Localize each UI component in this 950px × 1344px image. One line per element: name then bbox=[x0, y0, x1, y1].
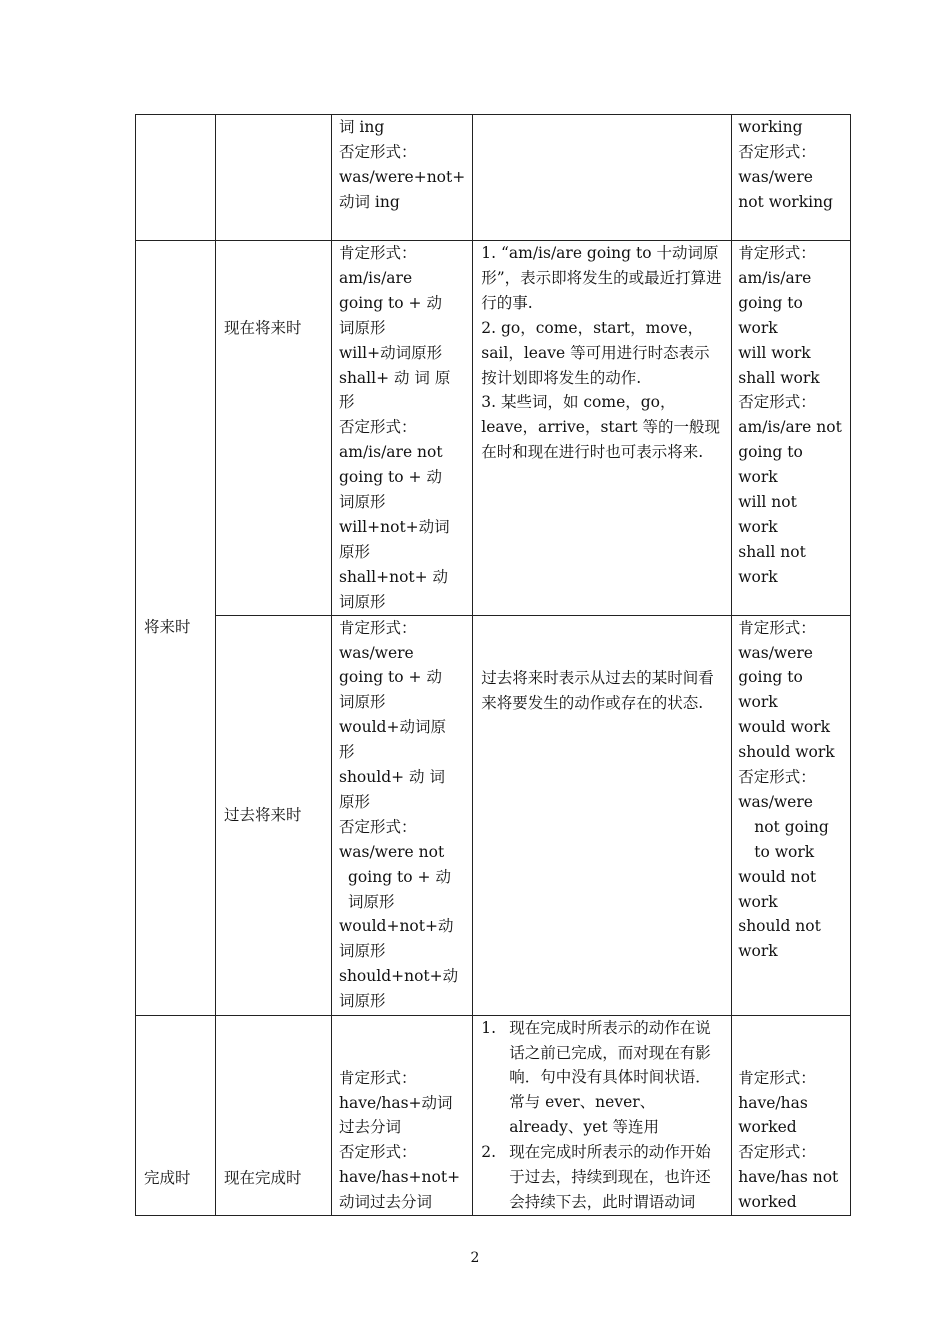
example-line: not working bbox=[738, 192, 833, 211]
table-row bbox=[136, 115, 851, 241]
usage-item: 过去将来时表示从过去的某时间看来将要发生的动作或存在的状态. bbox=[481, 668, 714, 712]
form-line: would+not+动 bbox=[339, 917, 454, 936]
example-line: am/is/are bbox=[738, 268, 812, 287]
usage-number: 1. bbox=[481, 1018, 497, 1037]
form-line: 词原形 bbox=[339, 992, 386, 1011]
tense-cell: 过去将来时 bbox=[216, 615, 332, 1015]
form-line: have/has+动词 bbox=[339, 1093, 453, 1112]
form-line: going to + 动 bbox=[339, 293, 442, 312]
form-line: would+动词原 bbox=[339, 718, 446, 737]
table-row bbox=[136, 241, 851, 616]
example-line: worked bbox=[738, 1193, 797, 1212]
usage-item: 3. 某些词，如 come，go，leave，arrive，start 等的一般现在时和现在进行时也可表示将来. bbox=[481, 393, 720, 462]
form-line: am/is/are bbox=[339, 268, 413, 287]
usage-cell bbox=[473, 615, 732, 1015]
form-line: will+动词原形 bbox=[339, 343, 443, 362]
form-line: 肯定形式： bbox=[339, 244, 417, 262]
example-line: work bbox=[738, 892, 778, 911]
form-line: 否定形式： bbox=[339, 142, 417, 161]
example-line: work bbox=[738, 468, 778, 487]
example-line: work bbox=[738, 942, 778, 961]
form-line: will+not+动词 bbox=[339, 517, 450, 536]
category-cell: 将来时 bbox=[136, 241, 216, 1016]
tense-cell: 现在将来时 bbox=[216, 241, 332, 616]
usage-item: 1. “am/is/are going to 十动词原形”，表示即将发生的或最近打算进行的事. bbox=[481, 244, 722, 312]
example-line: going to bbox=[738, 443, 803, 462]
example-line: 否定形式： bbox=[738, 1143, 816, 1162]
form-line: 原形 bbox=[339, 792, 371, 811]
form-line: was/were bbox=[339, 643, 414, 662]
example-line: work bbox=[738, 693, 778, 712]
example-line: shall not bbox=[738, 542, 806, 561]
form-line: 动词 ing bbox=[339, 192, 400, 211]
example-line: work bbox=[738, 318, 778, 337]
form-line: 词原形 bbox=[348, 892, 395, 911]
form-line: 原形 bbox=[339, 542, 371, 561]
example-line: will not bbox=[738, 493, 797, 512]
category-cell: 完成时 bbox=[136, 1015, 216, 1215]
form-line: 肯定形式： bbox=[339, 618, 417, 637]
example-line: would not bbox=[738, 867, 817, 886]
example-line: to work bbox=[754, 842, 815, 861]
form-cell bbox=[332, 1015, 473, 1215]
example-line: have/has bbox=[738, 1093, 808, 1112]
table-row bbox=[136, 1015, 851, 1215]
example-line: going to bbox=[738, 668, 803, 687]
example-line: work bbox=[738, 517, 778, 536]
usage-number: 2. bbox=[481, 1143, 497, 1162]
form-cell bbox=[332, 115, 473, 241]
example-line: shall work bbox=[738, 368, 820, 387]
form-line: 过去分词 bbox=[339, 1118, 402, 1137]
form-line: 词原形 bbox=[339, 942, 386, 961]
category-cell bbox=[136, 115, 216, 241]
form-line: going to + 动 bbox=[348, 867, 451, 886]
example-line: work bbox=[738, 567, 778, 586]
form-line: 动词过去分词 bbox=[339, 1193, 433, 1212]
usage-item bbox=[481, 1140, 723, 1215]
form-line: 否定形式： bbox=[339, 418, 417, 437]
example-line: have/has not bbox=[738, 1168, 839, 1187]
tense-cell bbox=[216, 115, 332, 241]
tense-cell: 现在完成时 bbox=[216, 1015, 332, 1215]
example-line: 肯定形式： bbox=[738, 244, 816, 262]
form-line: have/has+not+ bbox=[339, 1168, 461, 1187]
usage-text: 现在完成时所表示的动作开始于过去，持续到现在，也许还会持续下去，此时谓语动词 bbox=[509, 1143, 711, 1211]
form-cell bbox=[332, 241, 473, 616]
usage-cell bbox=[473, 115, 732, 241]
example-line: was/were bbox=[738, 643, 813, 662]
form-line: was/were not bbox=[339, 842, 445, 861]
example-line: was/were bbox=[738, 167, 813, 186]
example-line: am/is/are not bbox=[738, 418, 842, 437]
table-row bbox=[136, 615, 851, 1015]
form-line: was/were+not+ bbox=[339, 167, 466, 186]
form-line: 否定形式： bbox=[339, 817, 417, 836]
form-line: 词原形 bbox=[339, 493, 386, 512]
usage-text: 现在完成时所表示的动作在说话之前已完成，而对现在有影响．句中没有具体时间状语．常与 ever、never、already、yet 等连用 bbox=[509, 1018, 711, 1137]
form-line: 否定形式： bbox=[339, 1143, 417, 1162]
example-cell bbox=[732, 115, 851, 241]
form-line: going to + 动 bbox=[339, 668, 442, 687]
form-line: going to + 动 bbox=[339, 468, 442, 487]
usage-item bbox=[481, 1016, 723, 1141]
example-cell bbox=[732, 241, 851, 616]
form-line: am/is/are not bbox=[339, 443, 443, 462]
form-line: 形 bbox=[339, 393, 355, 412]
example-line: working bbox=[738, 118, 803, 136]
example-line: not going bbox=[754, 817, 829, 836]
example-line: was/were bbox=[738, 792, 813, 811]
form-line: 词原形 bbox=[339, 592, 386, 611]
tense-table bbox=[135, 114, 851, 1216]
example-line: 肯定形式： bbox=[738, 1068, 816, 1087]
example-line: 否定形式： bbox=[738, 768, 816, 787]
form-line: 词 ing bbox=[339, 118, 385, 136]
usage-cell bbox=[473, 1015, 732, 1215]
example-line: would work bbox=[738, 718, 831, 737]
example-cell bbox=[732, 1015, 851, 1215]
usage-item: 2. go，come，start，move，sail，leave 等可用进行时态表示按计划即将发生的动作. bbox=[481, 318, 710, 387]
form-line: 词原形 bbox=[339, 693, 386, 712]
form-line: shall+ 动 词 原 bbox=[339, 368, 451, 387]
example-line: worked bbox=[738, 1118, 797, 1137]
example-line: will work bbox=[738, 343, 811, 362]
form-line: 形 bbox=[339, 743, 355, 762]
form-line: should+ 动 词 bbox=[339, 768, 445, 787]
page-number: 2 bbox=[470, 1250, 480, 1266]
example-line: 肯定形式： bbox=[738, 618, 816, 637]
form-line: shall+not+ 动 bbox=[339, 567, 449, 586]
example-line: 否定形式： bbox=[738, 142, 816, 161]
example-line: should work bbox=[738, 743, 835, 762]
example-line: 否定形式： bbox=[738, 393, 816, 412]
example-line: going to bbox=[738, 293, 803, 312]
form-line: 词原形 bbox=[339, 318, 386, 337]
form-line: 肯定形式： bbox=[339, 1068, 417, 1087]
form-cell bbox=[332, 615, 473, 1015]
form-line: should+not+动 bbox=[339, 967, 459, 986]
example-cell bbox=[732, 615, 851, 1015]
example-line: should not bbox=[738, 917, 821, 936]
usage-cell bbox=[473, 241, 732, 616]
